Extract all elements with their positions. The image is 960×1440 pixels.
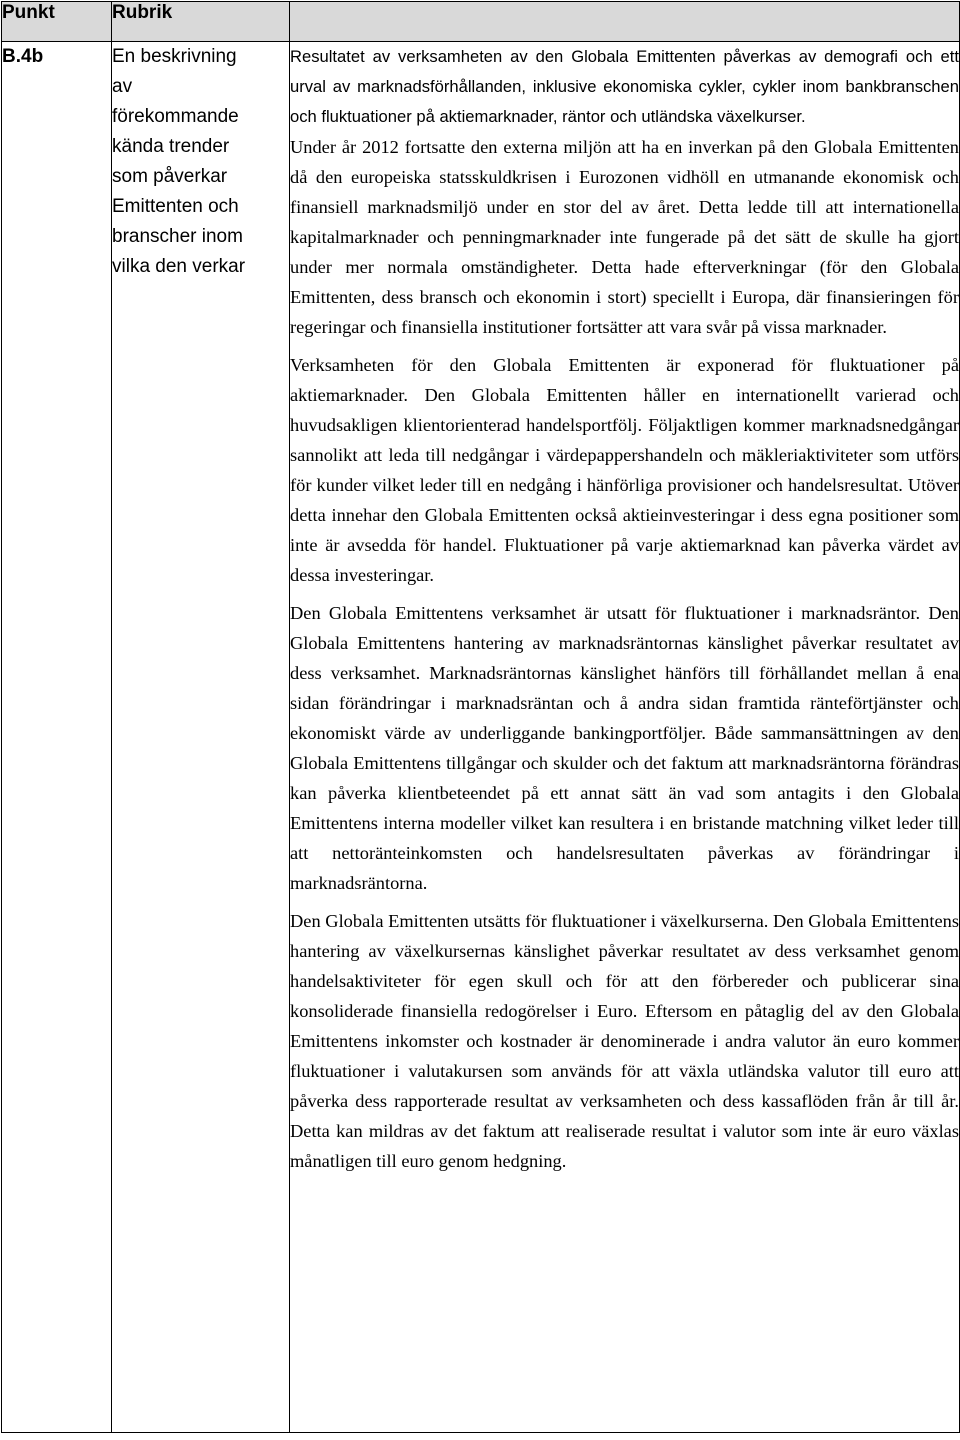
rubrik-line: förekommande <box>112 106 239 127</box>
rubrik-line: En beskrivning <box>112 46 237 67</box>
paragraph <box>290 132 959 342</box>
paragraph-sentence: Detta ledde till att internationella kapitalmarknader och penningmarknader inte fungerade på det sätt de skulle ha gjort under mer normala omständigheter. Detta hade efterverkningar (för den Globala Emittenten, dess bransch och ekonomin i stort) speciellt i Europa, där finansieringen för regeringar och finansiella institutioner fortsätter att vara svår på vissa marknader. <box>290 197 959 337</box>
header-row <box>2 2 960 42</box>
rubrik-line: vilka den verkar <box>112 256 246 277</box>
rubrik-cell <box>112 42 290 1433</box>
paragraph: Den Globala Emittenten utsätts för fluktuationer i växelkurserna. Den Globala Emittentens hantering av växelkursernas känslighet påverkar resultatet av dess verksamhet genom handelsaktiviteter för egen skull och för att den förbereder och publicerar sina konsoliderade finansiella redogörelser i Euro. Eftersom en påtaglig del av den Globala Emittentens inkomster och kostnader är denominerade i andra valutor än euro kommer fluktuationer i valutakursen som används för att växla utländska valutor till euro att påverka dess rapporterade resultat av verksamheten och dess kassaflöden från år till år. Detta kan mildras av det faktum att realiserade resultat i valutor som inte är euro växlas månatligen till euro genom hedgning. <box>290 911 959 1171</box>
paragraph: Verksamheten för den Globala Emittenten är exponerad för fluktuationer på aktiemarknader. Den Globala Emittenten håller en internationellt varierad och huvudsakligen klientorienterad handelsportfölj. Följaktligen kommer marknadsnedgångar sannolikt att leda till nedgångar i värdepappershandeln och mäkleriaktiviteter som utförs för kunder vilket leder till en nedgång i hänförliga provisioner och handelsresultat. Utöver detta innehar den Globala Emittenten också aktieinvesteringar i dess egna positioner som inte är avsedda för handel. Fluktuationer på varje aktiemarknad kan påverka värdet av dessa investeringar. <box>290 355 959 585</box>
paragraph: Resultatet av verksamheten av den Globala Emittenten påverkas av demografi och ett urval av marknadsförhållanden, inklusive ekonomiska cykler, cykler inom bankbranschen och fluktuationer på aktiemarknader, räntor och utländska växelkurser. <box>290 47 959 126</box>
document-table <box>1 1 960 1433</box>
rubrik-line: branscher inom <box>112 226 243 247</box>
punkt-cell: B.4b <box>2 42 112 1433</box>
rubrik-line: av <box>112 76 133 97</box>
header-content <box>290 2 960 42</box>
header-rubrik: Rubrik <box>112 2 290 42</box>
rubrik-line: som påverkar <box>112 166 228 187</box>
paragraph: Den Globala Emittentens verksamhet är utsatt för fluktuationer i marknadsräntor. Den Globala Emittentens hantering av marknadsräntornas känslighet påverkar resultatet av dess verksamhet. Marknadsräntornas känslighet hänförs till förhållandet mellan å ena sidan förändringar i marknadsräntan och å andra sidan framtida ränteförtjänster och ekonomiskt värde av underliggande bankingportföljer. Både sammansättningen av den Globala Emittentens tillgångar och skulder och det faktum att marknadsräntorna förändras kan påverka klientbeteendet på ett annat sätt än vad som antagits i den Globala Emittentens interna modeller vilket kan resultera i en bristande matchning vilket leder till att nettoränteinkomsten och handelsresultaten påverkas av förändringar i marknadsräntorna. <box>290 603 959 893</box>
paragraph-sentence: Under år 2012 fortsatte den externa miljön att ha en inverkan på den Globala Emittenten då den europeiska statsskuldkrisen i Eurozonen vidhöll en utmanande ekonomisk och finansiell marknadsmiljö under en stor del av året. <box>290 137 959 217</box>
content-cell <box>290 42 960 1433</box>
header-punkt: Punkt <box>2 2 112 42</box>
rubrik-line: Emittenten och <box>112 196 239 217</box>
table-row <box>2 42 960 1433</box>
rubrik-line: kända trender <box>112 136 230 157</box>
